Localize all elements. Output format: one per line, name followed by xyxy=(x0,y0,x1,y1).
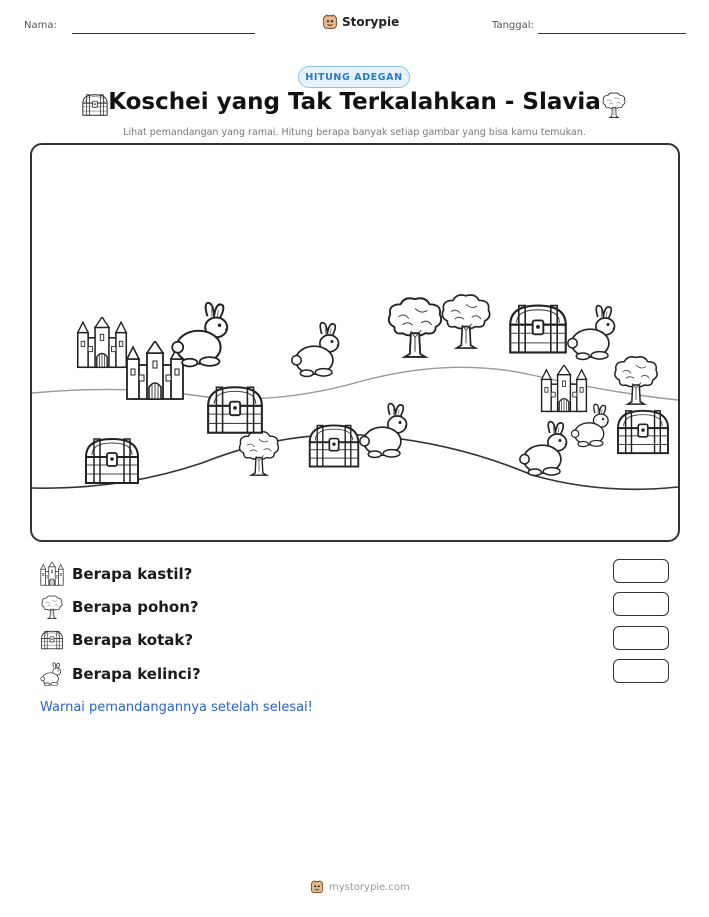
storypie-logo-icon xyxy=(322,14,338,30)
rabbit-icon xyxy=(40,662,64,686)
tree-icon xyxy=(40,595,64,619)
rabbit xyxy=(520,422,567,476)
storypie-logo-icon xyxy=(310,880,324,894)
tree xyxy=(240,432,279,476)
date-line[interactable] xyxy=(538,33,686,34)
rabbit xyxy=(292,323,339,377)
question-text: Berapa kotak? xyxy=(72,631,194,649)
activity-badge: HITUNG ADEGAN xyxy=(298,66,410,88)
chest xyxy=(208,387,262,432)
question-chest xyxy=(40,628,193,652)
rabbit xyxy=(360,404,407,458)
question-rabbit xyxy=(40,662,201,686)
tree xyxy=(442,295,489,348)
page-title: Koschei yang Tak Terkalahkan - Slavia xyxy=(108,89,601,115)
question-text: Berapa kastil? xyxy=(72,565,193,583)
scene-panel xyxy=(30,143,680,542)
chest-icon xyxy=(40,628,64,652)
chest xyxy=(510,306,565,353)
answer-box-castle[interactable] xyxy=(613,559,669,583)
castle-icon xyxy=(40,562,64,586)
chest xyxy=(86,439,138,483)
rabbit xyxy=(568,306,615,360)
site-url: mystorypie.com xyxy=(329,881,410,893)
castle xyxy=(78,314,127,368)
question-text: Berapa pohon? xyxy=(72,598,199,616)
chest xyxy=(618,411,668,453)
name-label: Nama: xyxy=(24,20,57,31)
answer-box-rabbit[interactable] xyxy=(613,659,669,683)
coloring-instruction: Warnai pemandangannya setelah selesai! xyxy=(40,700,313,715)
answer-box-chest[interactable] xyxy=(613,626,669,650)
site-footer xyxy=(310,880,410,894)
date-label: Tanggal: xyxy=(492,20,534,31)
question-text: Berapa kelinci? xyxy=(72,665,201,683)
answer-box-tree[interactable] xyxy=(613,592,669,616)
brand-name: Storypie xyxy=(342,15,400,29)
brand-logo xyxy=(322,14,399,30)
question-tree xyxy=(40,595,199,619)
question-castle xyxy=(40,562,192,586)
chest xyxy=(310,425,359,466)
tree xyxy=(389,298,441,357)
castle xyxy=(542,362,587,412)
tree-icon xyxy=(600,92,628,118)
rabbit xyxy=(172,303,227,367)
page-subtitle: Lihat pemandangan yang ramai. Hitung berapa banyak setiap gambar yang bisa kamu temukan. xyxy=(123,127,586,138)
name-line[interactable] xyxy=(72,33,255,34)
